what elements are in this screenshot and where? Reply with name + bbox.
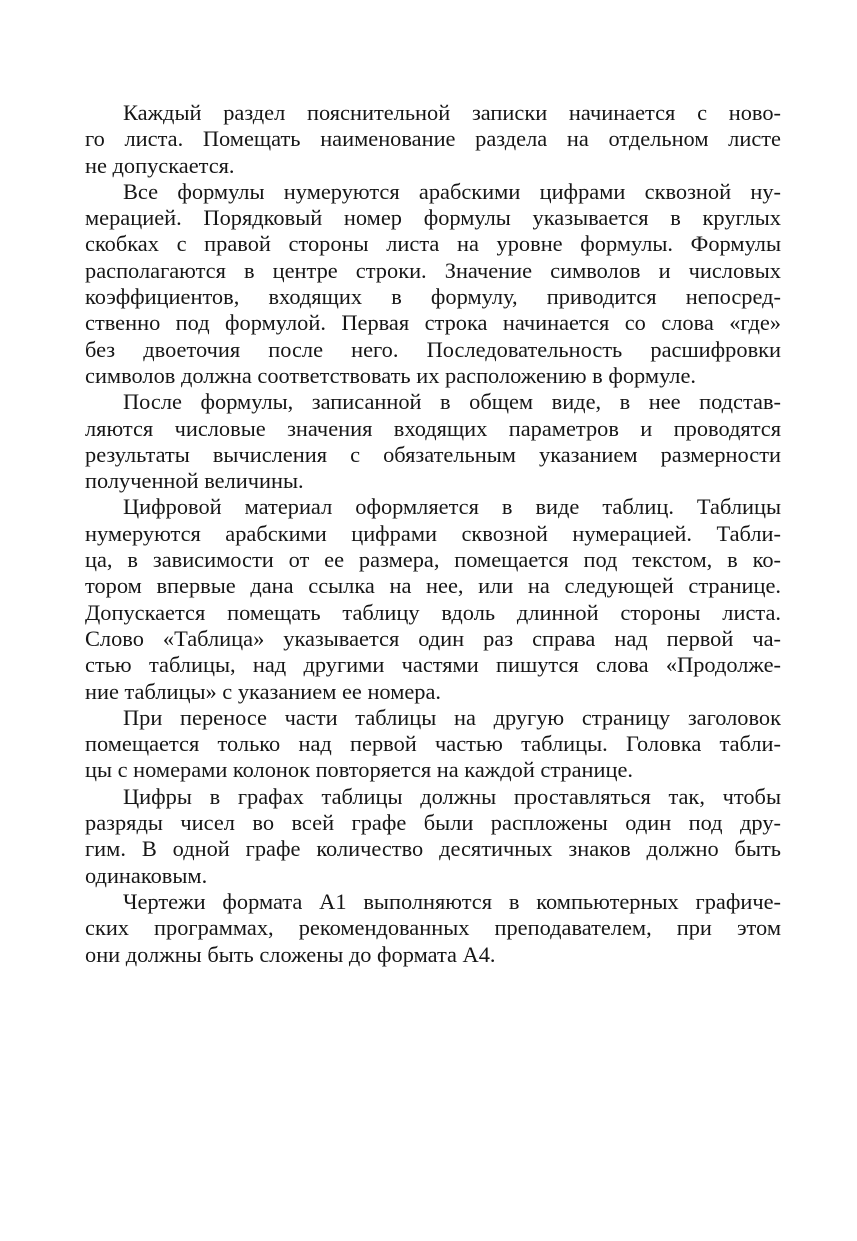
- text-line: ние таблицы» с указанием ее номера.: [85, 678, 442, 704]
- text-line: одинаковым.: [85, 862, 208, 888]
- text-line: ляются числовые значения входящих параметров и проводятся: [85, 415, 781, 441]
- text-line: без двоеточия после него. Последовательность расшифровки: [85, 336, 781, 362]
- text-line: Слово «Таблица» указывается один раз справа над первой ча-: [85, 625, 781, 651]
- text-line: ских программах, рекомендованных преподавателем, при этом: [85, 915, 781, 941]
- text-line: символов должна соответствовать их расположению в формуле.: [85, 362, 696, 388]
- text-line: го листа. Помещать наименование раздела на отдельном листе: [85, 126, 781, 152]
- text-line: Каждый раздел пояснительной записки начинается с ново-: [123, 100, 781, 125]
- text-line: стью таблицы, над другими частями пишутся слова «Продолже-: [85, 652, 781, 678]
- page-text-block: [85, 100, 781, 968]
- text-line: гим. В одной графе количество десятичных знаков должно быть: [85, 836, 781, 862]
- text-line: скобках с правой стороны листа на уровне формулы. Формулы: [85, 231, 781, 257]
- text-line: Все формулы нумеруются арабскими цифрами сквозной ну-: [123, 178, 781, 204]
- text-line: коэффициентов, входящих в формулу, приводится непосред-: [85, 284, 781, 310]
- text-line: мерацией. Порядковый номер формулы указывается в круглых: [85, 205, 781, 231]
- text-line: Чертежи формата А1 выполняются в компьютерных графиче-: [123, 888, 781, 914]
- text-line: ца, в зависимости от ее размера, помещается под текстом, в ко-: [85, 547, 781, 573]
- text-line: нумеруются арабскими цифрами сквозной нумерацией. Табли-: [85, 520, 781, 546]
- text-line: После формулы, записанной в общем виде, в нее подстав-: [123, 389, 781, 415]
- text-line: тором впервые дана ссылка на нее, или на следующей странице.: [85, 573, 781, 599]
- text-line: Допускается помещать таблицу вдоль длинной стороны листа.: [85, 599, 781, 625]
- text-line: ственно под формулой. Первая строка начинается со слова «где»: [85, 310, 781, 336]
- text-line: не допускается.: [85, 152, 235, 178]
- text-line: результаты вычисления с обязательным указанием размерности: [85, 441, 781, 467]
- text-line: Цифровой материал оформляется в виде таблиц. Таблицы: [123, 494, 781, 520]
- text-line: располагаются в центре строки. Значение символов и числовых: [85, 257, 781, 283]
- text-line: полученной величины.: [85, 468, 304, 494]
- text-line: Цифры в графах таблицы должны проставляться так, чтобы: [123, 783, 781, 809]
- text-line: разряды чисел во всей графе были распложены один под дру-: [85, 810, 781, 836]
- text-line: они должны быть сложены до формата А4.: [85, 941, 496, 967]
- text-line: При переносе части таблицы на другую страницу заголовок: [123, 704, 781, 730]
- text-line: помещается только над первой частью таблицы. Головка табли-: [85, 731, 781, 757]
- text-line: цы с номерами колонок повторяется на каждой странице.: [85, 757, 634, 783]
